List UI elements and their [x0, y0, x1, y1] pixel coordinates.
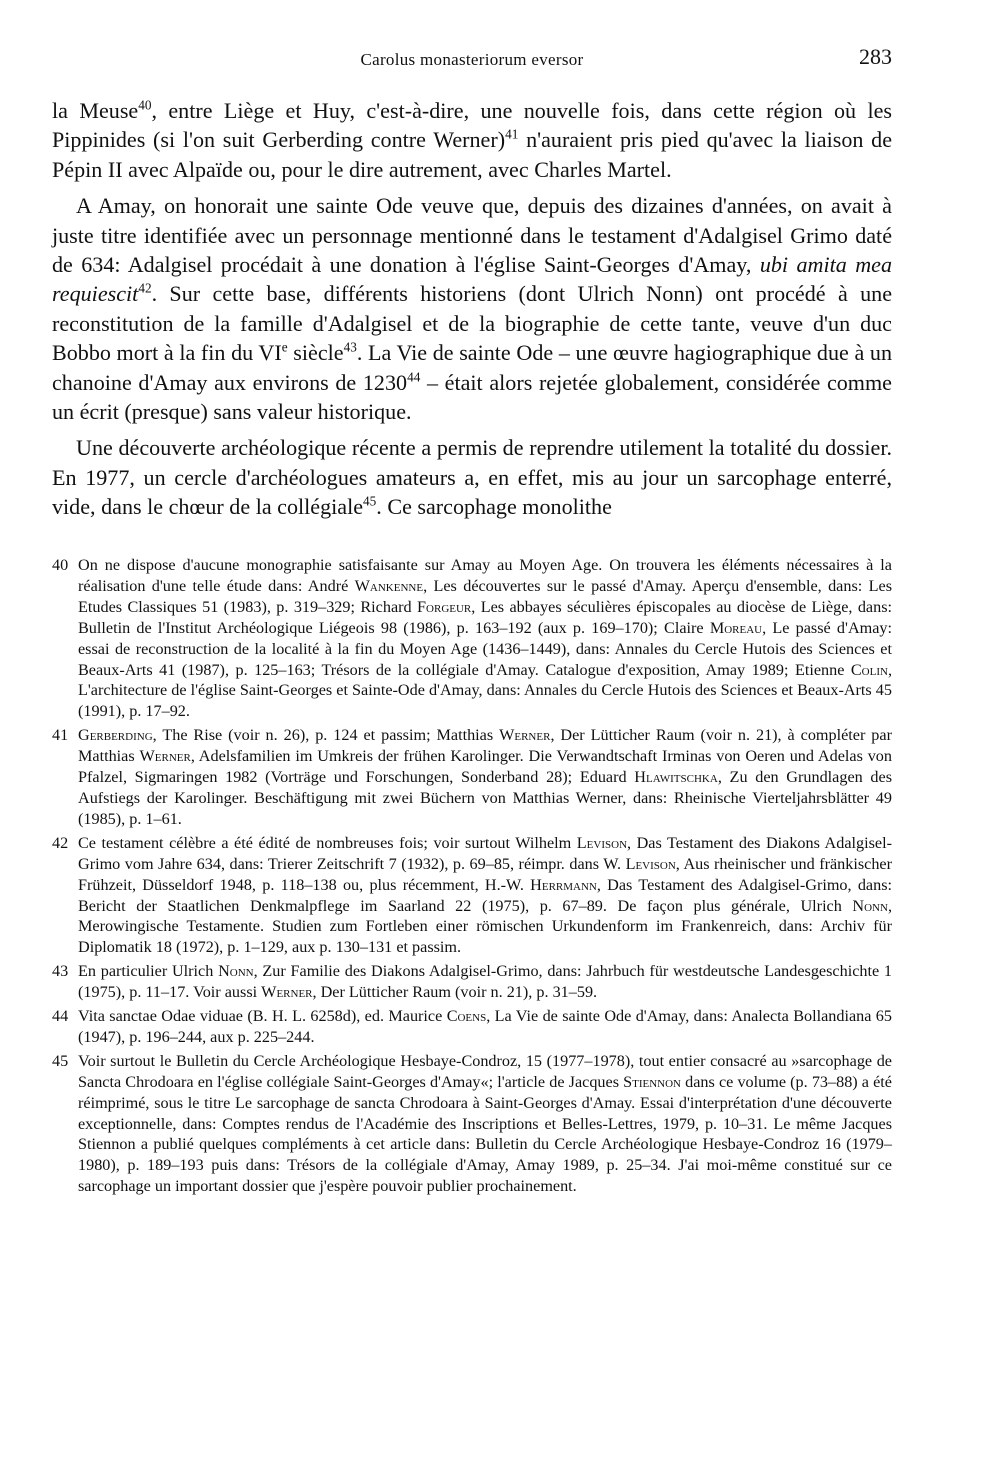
- footnote-number: 40: [52, 556, 69, 574]
- author-name: Levison: [625, 854, 676, 873]
- author-name: Hlawitschka: [634, 768, 718, 787]
- author-name: Stiennon: [623, 1072, 682, 1091]
- footnote-number: 45: [52, 1051, 69, 1070]
- author-name: Colin: [850, 660, 888, 679]
- footnote-number: 43: [52, 962, 69, 981]
- footnote-45: 45 Voir surtout le Bulletin du Cercle Archéologique Hesbaye-Condroz, 15 (1977–1978), tout entier consacré au »sarcophage de Sancta Chrodoara en l'église collégiale Saint-Georges d'Amay«; l'article de Jacques Stiennon dans ce volume (p. 73–88) a été réimprimé, sous le titre Le sarcophage de sancta Chrodoara à Saint-Georges d'Amay. Essai d'interprétation d'une découverte exceptionnelle, dans: Comptes rendus de l'Académie des Inscriptions et Belles-Lettres, 1979, p. 10–31. Le même Jacques Stiennon a publié quelques compléments à cet article dans: Bulletin du Cercle Archéologique Hesbaye-Condroz 16 (1979–1980), p. 189–193 puis dans: Trésors de la collégiale d'Amay, Amay 1989, p. 25–34. J'ai moi-même constitué sur ce sarcophage un important dossier que j'espère pouvoir publier prochainement.: [52, 1051, 892, 1196]
- author-name: Werner: [261, 983, 313, 1002]
- footnote-43: 43 En particulier Ulrich Nonn, Zur Familie des Diakons Adalgisel-Grimo, dans: Jahrbuch für westdeutsche Landesgeschichte 1 (1975), p. 11–17. Voir aussi Werner, Der Lütticher Raum (voir n. 21), p. 31–59.: [52, 962, 892, 1002]
- author-name: Wankenne: [354, 576, 424, 595]
- author-name: Nonn: [852, 896, 888, 915]
- latin-quote: ubi amita mea requiescit: [52, 252, 893, 307]
- century-superscript: e: [281, 339, 288, 355]
- footnote-ref-43[interactable]: 43: [343, 339, 357, 355]
- footnote-ref-41[interactable]: 41: [505, 127, 519, 143]
- footnote-ref-45[interactable]: 45: [363, 493, 377, 509]
- author-name: Gerberding: [78, 726, 153, 745]
- author-name: Werner: [499, 726, 551, 745]
- page-number: 283: [859, 44, 892, 69]
- footnote-number: 44: [52, 1007, 69, 1026]
- author-name: Forgeur: [417, 597, 472, 616]
- footnote-41: 41 Gerberding, The Rise (voir n. 26), p. 124 et passim; Matthias Werner, Der Lütticher Raum (voir n. 21), à compléter par Matthias Werner, Adelsfamilien im Umkreis der frühen Karolinger. Die Verwandtschaft Irminas von Oeren und Adelas von Pfalzel, Sigmaringen 1982 (Vorträge und Forschungen, Sonderband 28); Eduard Hlawitschka, Zu den Grundlagen des Aufstiegs der Karolinger. Beschäftigung mit zwei Büchern von Matthias Werner, dans: Rheinische Vierteljahrsblätter 49 (1985), p. 1–61.: [52, 726, 892, 828]
- footnote-40: 40 On ne dispose d'aucune monographie satisfaisante sur Amay au Moyen Age. On trouvera les éléments nécessaires à la réalisation d'une telle étude dans: André Wankenne, Les découvertes sur le passé d'Amay. Aperçu d'ensemble, dans: Les Etudes Classiques 51 (1983), p. 319–329; Richard Forgeur, Les abbayes séculières épiscopales au diocèse de Liège, dans: Bulletin de l'Institut Archéologique Liégeois 98 (1986), p. 163–192 (aux p. 169–170); Claire Moreau, Le passé d'Amay: essai de reconstruction de la localité à la fin du Moyen Age (1436–1449), dans: Annales du Cercle Hutois des Sciences et Beaux-Arts 41 (1987), p. 125–163; Trésors de la collégiale d'Amay. Catalogue d'exposition, Amay 1989; Etienne Colin, L'architecture de l'église Saint-Georges et Sainte-Ode d'Amay, dans: Annales du Cercle Hutois des Sciences et Beaux-Arts 45 (1991), p. 17–92.: [52, 556, 893, 721]
- page-header: [52, 44, 892, 74]
- author-name: Nonn: [218, 962, 254, 981]
- footnote-number: 41: [52, 726, 69, 745]
- footnote-44: 44 Vita sanctae Odae viduae (B. H. L. 6258d), ed. Maurice Coens, La Vie de sainte Ode d'Amay, dans: Analecta Bollandiana 65 (1947), p. 196–244, aux p. 225–244.: [52, 1007, 892, 1046]
- footnote-number: 42: [52, 833, 69, 852]
- footnotes: [52, 555, 892, 1200]
- running-title: Carolus monasteriorum eversor: [360, 50, 584, 69]
- body-text: [52, 96, 892, 522]
- footnote-42: 42 Ce testament célèbre a été édité de nombreuses fois; voir surtout Wilhelm Levison, Das Testament des Diakons Adalgisel-Grimo vom Jahre 634, dans: Trierer Zeitschrift 7 (1932), p. 69–85, réimpr. dans W. Levison, Aus rheinischer und fränkischer Frühzeit, Düsseldorf 1948, p. 118–138 ou, plus récemment, H.-W. Herrmann, Das Testament des Adalgisel-Grimo, dans: Bericht der Staatlichen Denkmalpflege im Saarland 22 (1975), p. 67–89. De façon plus générale, Ulrich Nonn, Merowingische Testamente. Studien zum Fortleben einer römischen Urkundenform im Frankenreich, dans: Archiv für Diplomatik 18 (1972), p. 1–129, aux p. 130–131 et passim.: [52, 833, 893, 957]
- author-name: Coens: [446, 1007, 487, 1026]
- footnote-ref-44[interactable]: 44: [407, 369, 421, 385]
- paragraph-2: A Amay, on honorait une sainte Ode veuve que, depuis des dizaines d'années, on avait à juste titre identifiée avec un personnage mentionné dans le testament d'Adalgisel Grimo daté de 634: Adalgisel procédait à une donation à l'église Saint-Georges d'Amay, ubi amita mea requiescit$^{42}$. Sur cette base, différents historiens (dont Ulrich Nonn) ont procédé à une reconstitution de la famille d'Adalgisel et de la biographie de cette tante, veuve d'un duc Bobbo mort à la fin du VIe siècle$^{43}$. La Vie de sainte Ode – une œuvre hagiographique due à un chanoine d'Amay aux environs de 1230$^{44}$ – était alors rejetée globalement, considérée comme un écrit (presque) sans valeur historique.: [52, 193, 893, 425]
- paragraph-3: Une découverte archéologique récente a permis de reprendre utilement la totalité du dossier. En 1977, un cercle d'archéologues amateurs a, en effet, mis au jour un sarcophage enterré, vide, dans le chœur de la collégiale$^{45}$. Ce sarcophage monolithe: [52, 435, 892, 520]
- author-name: Moreau: [709, 618, 763, 637]
- author-name: Werner: [139, 747, 191, 766]
- footnote-ref-40[interactable]: 40: [138, 97, 152, 113]
- author-name: Levison: [576, 833, 628, 852]
- author-name: Herrmann: [530, 875, 597, 894]
- footnote-ref-42[interactable]: 42: [138, 281, 152, 297]
- paragraph-1: la Meuse$^{40}$, entre Liège et Huy, c'est-à-dire, une nouvelle fois, dans cette région où les Pippinides (si l'on suit Gerberding contre Werner)$^{41}$ n'auraient pris pied qu'avec la liaison de Pépin II avec Alpaïde ou, pour le dire autrement, avec Charles Martel.: [52, 97, 893, 182]
